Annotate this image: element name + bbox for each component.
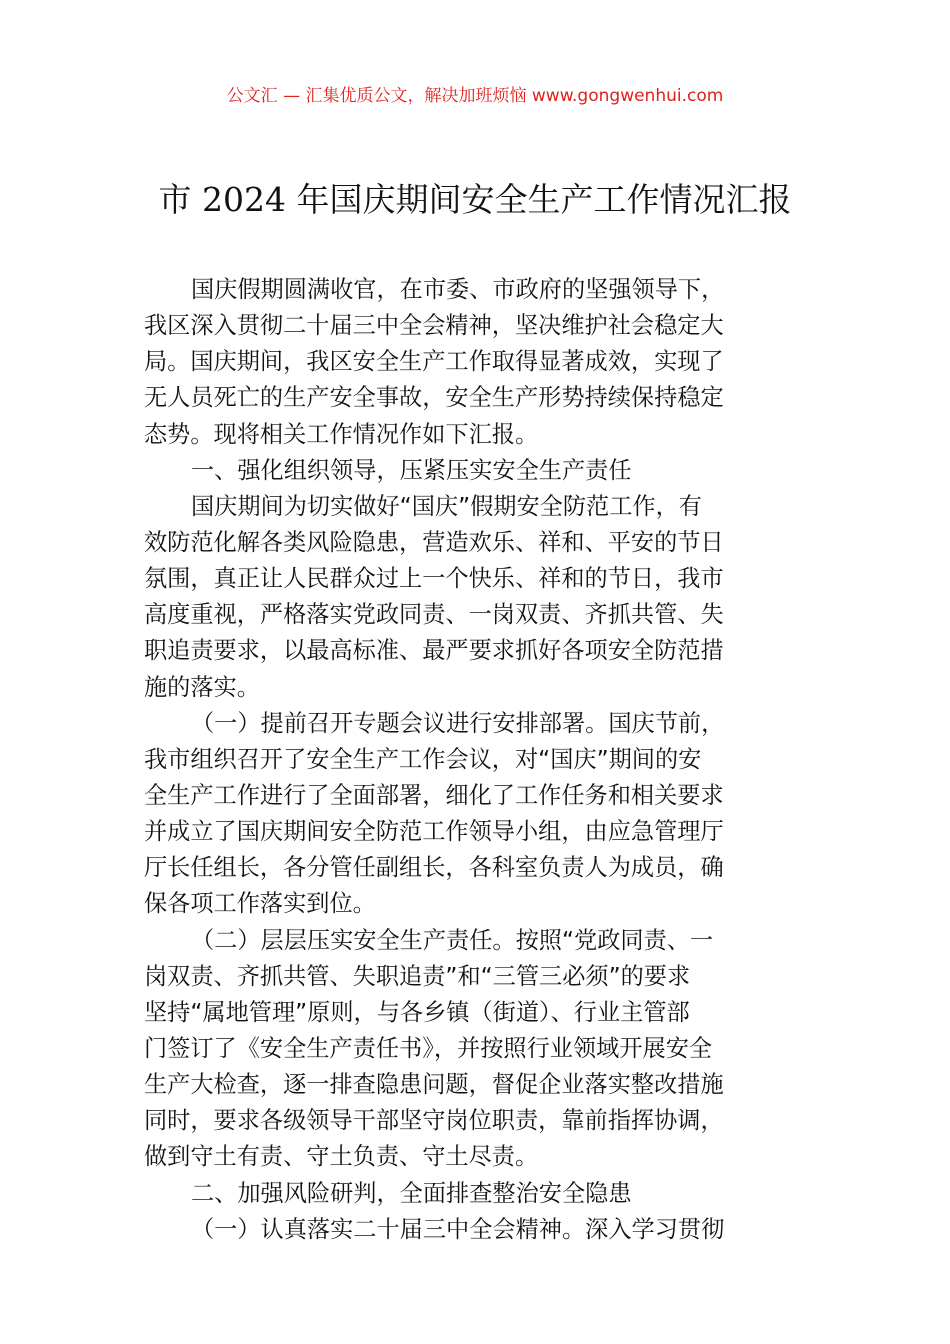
paragraph-line: 国庆期间为切实做好“国庆”假期安全防范工作，有 bbox=[191, 492, 702, 520]
paragraph-line: 效防范化解各类风险隐患，营造欢乐、祥和、平安的节日 bbox=[144, 528, 724, 556]
paragraph-line: 氛围，真正让人民群众过上一个快乐、祥和的节日，我市 bbox=[144, 565, 724, 593]
paragraph-line: 国庆假期圆满收官，在市委、市政府的坚强领导下， bbox=[191, 276, 725, 303]
paragraph-line: 岗双责、齐抓共管、失职追责”和“三管三必须”的要求 bbox=[144, 962, 691, 990]
paragraph-line: （二）层层压实安全生产责任。按照“党政同责、一 bbox=[191, 926, 714, 954]
paragraph-line: 职追责要求，以最高标准、最严要求抓好各项安全防范措 bbox=[144, 637, 724, 665]
document-body bbox=[144, 272, 809, 1248]
paragraph-line: 生产大检查，逐一排查隐患问题，督促企业落实整改措施 bbox=[144, 1071, 724, 1099]
paragraph-line: 施的落实。 bbox=[144, 673, 260, 701]
paragraph-line: 局。国庆期间，我区安全生产工作取得显著成效，实现了 bbox=[144, 348, 724, 376]
paragraph-line: 并成立了国庆期间安全防范工作领导小组，由应急管理厅 bbox=[144, 818, 724, 846]
header-banner: 公文汇 — 汇集优质公文，解决加班烦恼 www.gongwenhui.com bbox=[226, 86, 724, 106]
paragraph-line: （一）认真落实二十届三中全会精神。深入学习贯彻 bbox=[191, 1215, 725, 1243]
paragraph-line: 无人员死亡的生产安全事故，安全生产形势持续保持稳定 bbox=[144, 384, 724, 412]
paragraph-line: （一）提前召开专题会议进行安排部署。国庆节前， bbox=[191, 709, 725, 737]
page-title: 市 2024 年国庆期间安全生产工作情况汇报 bbox=[158, 180, 792, 219]
paragraph-line: 门签订了《安全生产责任书》，并按照行业领域开展安全 bbox=[144, 1034, 713, 1062]
section-heading: 一、强化组织领导，压紧压实安全生产责任 bbox=[191, 456, 632, 484]
paragraph-line: 做到守土有责、守土负责、守土尽责。 bbox=[144, 1143, 539, 1171]
paragraph-line: 厅长任组长，各分管任副组长，各科室负责人为成员，确 bbox=[144, 854, 724, 882]
paragraph-line: 我市组织召开了安全生产工作会议，对“国庆”期间的安 bbox=[144, 745, 702, 773]
paragraph-line: 保各项工作落实到位。 bbox=[144, 890, 376, 918]
paragraph-line: 高度重视，严格落实党政同责、一岗双责、齐抓共管、失 bbox=[144, 601, 724, 629]
paragraph-line: 我区深入贯彻二十届三中全会精神，坚决维护社会稳定大 bbox=[144, 312, 724, 340]
section-heading: 二、加强风险研判，全面排查整治安全隐患 bbox=[191, 1179, 632, 1207]
paragraph-line: 全生产工作进行了全面部署，细化了工作任务和相关要求 bbox=[144, 781, 724, 809]
paragraph-line: 态势。现将相关工作情况作如下汇报。 bbox=[144, 420, 539, 448]
paragraph-line: 同时，要求各级领导干部坚守岗位职责，靠前指挥协调， bbox=[144, 1107, 724, 1135]
paragraph-line: 坚持“属地管理”原则，与各乡镇（街道）、行业主管部 bbox=[144, 998, 690, 1026]
